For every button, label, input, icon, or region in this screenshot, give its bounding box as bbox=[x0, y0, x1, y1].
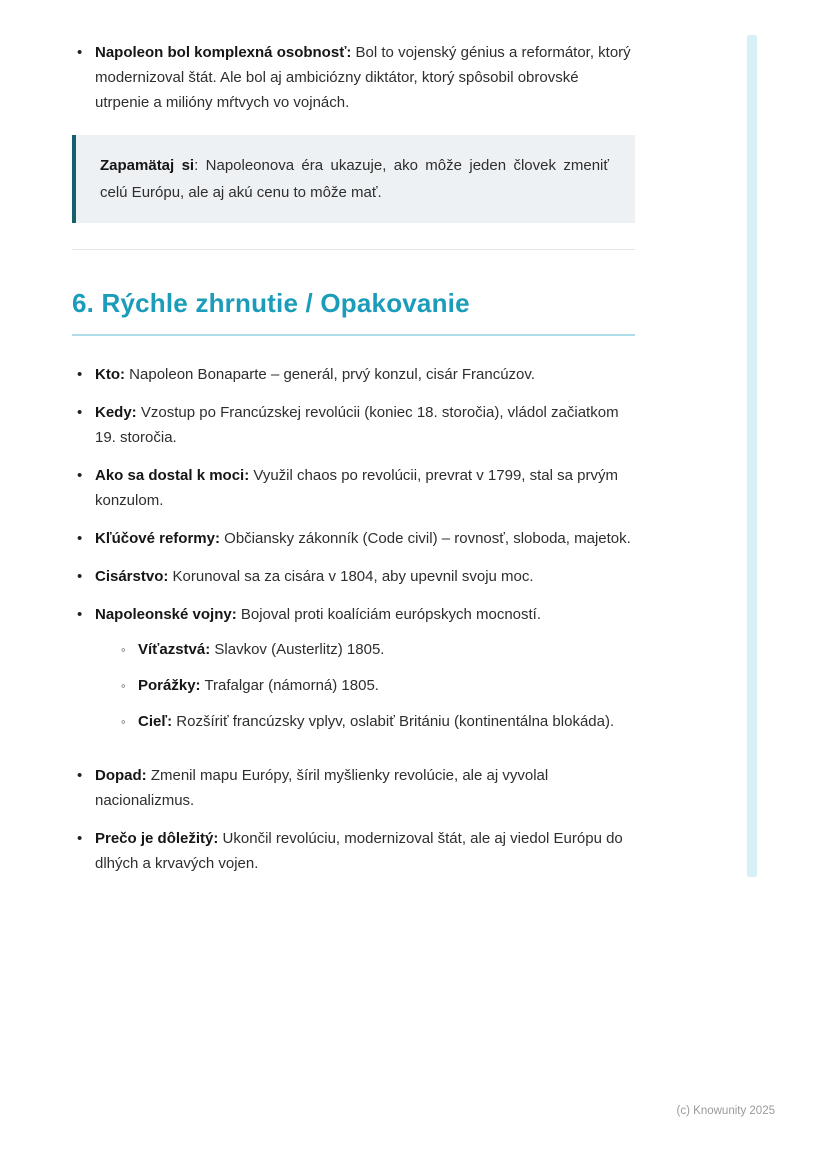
list-item bbox=[72, 763, 635, 813]
intro-bullet-label: Napoleon bol komplexná osobnosť: bbox=[95, 44, 352, 61]
list-item-text: Ukončil revolúciu, modernizoval štát, ale aj viedol Európu do dlhých a krvavých vojen. bbox=[95, 830, 623, 872]
open-bullet-icon: ◦ bbox=[121, 714, 126, 729]
sub-item-label: Porážky: bbox=[138, 677, 201, 694]
list-item-label: Napoleonské vojny: bbox=[95, 606, 237, 623]
sub-item-text: Slavkov (Austerlitz) 1805. bbox=[214, 641, 385, 658]
list-item bbox=[72, 526, 635, 551]
intro-bullet-text bbox=[95, 40, 635, 115]
bullet-icon: • bbox=[77, 404, 83, 421]
list-item-label: Dopad: bbox=[95, 767, 147, 784]
section-divider bbox=[72, 249, 635, 250]
list-item-label: Kedy: bbox=[95, 404, 137, 421]
open-bullet-icon: ◦ bbox=[121, 642, 126, 657]
list-item bbox=[72, 564, 635, 589]
footer-credit: (c) Knowunity 2025 bbox=[676, 1105, 775, 1117]
sub-list-item bbox=[121, 673, 635, 698]
bullet-icon: • bbox=[77, 767, 83, 784]
sub-list-item bbox=[121, 709, 635, 734]
document-content bbox=[72, 40, 635, 889]
scrollbar[interactable] bbox=[747, 35, 757, 877]
list-item-label: Kto: bbox=[95, 366, 125, 383]
callout-box bbox=[72, 135, 635, 223]
list-item-label: Kľúčové reformy: bbox=[95, 530, 220, 547]
sub-list-item bbox=[121, 637, 635, 662]
bullet-icon: • bbox=[77, 366, 83, 383]
list-item-text: Napoleon Bonaparte – generál, prvý konzul, cisár Francúzov. bbox=[129, 366, 535, 383]
callout-paragraph bbox=[100, 152, 609, 206]
list-item bbox=[72, 602, 635, 745]
bullet-icon: • bbox=[77, 44, 83, 61]
intro-bullet-item bbox=[72, 40, 635, 115]
list-item-text: Občiansky zákonník (Code civil) – rovnosť, sloboda, majetok. bbox=[224, 530, 631, 547]
sub-item-text: Rozšíriť francúzsky vplyv, oslabiť Britániu (kontinentálna blokáda). bbox=[176, 713, 615, 730]
bullet-icon: • bbox=[77, 568, 83, 585]
summary-list bbox=[72, 362, 635, 876]
list-item-text: Zmenil mapu Európy, šíril myšlienky revolúcie, ale aj vyvolal nacionalizmus. bbox=[95, 767, 549, 809]
open-bullet-icon: ◦ bbox=[121, 678, 126, 693]
sub-item-label: Cieľ: bbox=[138, 713, 173, 730]
bullet-icon: • bbox=[77, 467, 83, 484]
list-item bbox=[72, 463, 635, 513]
section-heading: 6. Rýchle zhrnutie / Opakovanie bbox=[72, 288, 635, 336]
callout-text: : Napoleonova éra ukazuje, ako môže jeden človek zmeniť celú Európu, ale aj akú cenu to môže mať. bbox=[100, 157, 609, 201]
list-item-text: Bojoval proti koalíciám európskych mocností. bbox=[240, 606, 542, 623]
callout-label: Zapamätaj si bbox=[100, 157, 195, 174]
list-item-label: Cisárstvo: bbox=[95, 568, 169, 585]
bullet-icon: • bbox=[77, 830, 83, 847]
sub-item-text: Trafalgar (námorná) 1805. bbox=[204, 677, 379, 694]
list-item bbox=[72, 400, 635, 450]
sub-list bbox=[121, 637, 635, 734]
list-item bbox=[72, 826, 635, 876]
list-item-text: Vzostup po Francúzskej revolúcii (koniec 18. storočia), vládol začiatkom 19. storočia. bbox=[95, 404, 619, 446]
list-item-label: Ako sa dostal k moci: bbox=[95, 467, 250, 484]
list-item-text: Korunoval sa za cisára v 1804, aby upevnil svoju moc. bbox=[172, 568, 534, 585]
list-item bbox=[72, 362, 635, 387]
intro-bullet-body: Bol to vojenský génius a reformátor, ktorý modernizoval štát. Ale bol aj ambiciózny diktátor, ktorý spôsobil obrovské utrpenie a milióny mŕtvych vo vojnách. bbox=[95, 44, 631, 111]
list-item-text: Využil chaos po revolúcii, prevrat v 1799, stal sa prvým konzulom. bbox=[95, 467, 618, 509]
bullet-icon: • bbox=[77, 606, 83, 623]
bullet-icon: • bbox=[77, 530, 83, 547]
sub-item-label: Víťazstvá: bbox=[138, 641, 211, 658]
list-item-label: Prečo je dôležitý: bbox=[95, 830, 219, 847]
